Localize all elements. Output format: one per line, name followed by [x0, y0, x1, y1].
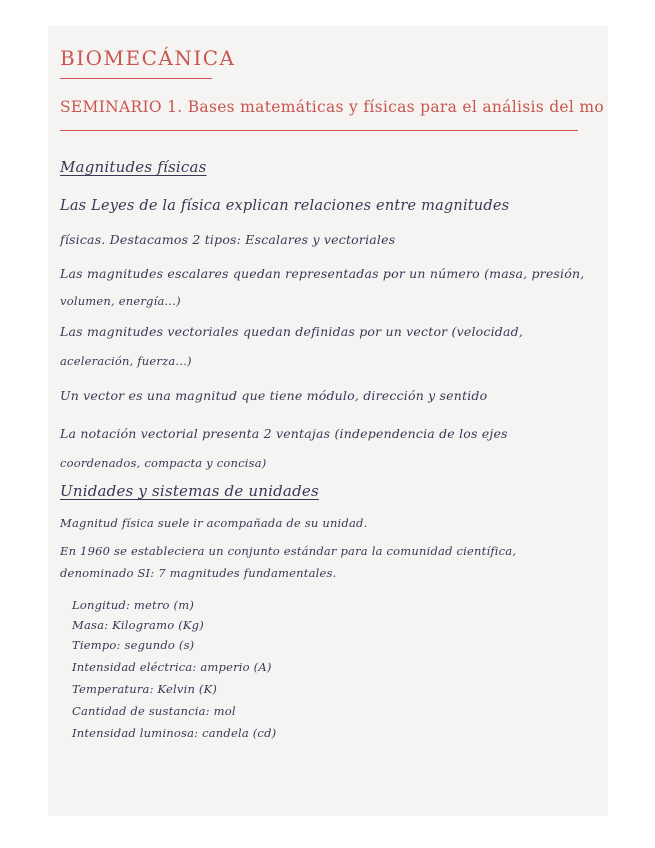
- subtitle-underline: [60, 130, 578, 131]
- paragraph-line: En 1960 se estableciera un conjunto estándar para la comunidad científica,: [60, 544, 517, 558]
- paragraph-line: Un vector es una magnitud que tiene módulo, dirección y sentido: [60, 388, 488, 403]
- unit-list-item: Tiempo: segundo (s): [72, 638, 195, 652]
- unit-list-item: Intensidad eléctrica: amperio (A): [72, 660, 272, 674]
- unit-list-item: Cantidad de sustancia: mol: [72, 704, 236, 718]
- paragraph-line: Las magnitudes escalares quedan representadas por un número (masa, presión,: [60, 266, 585, 281]
- paragraph-line: físicas. Destacamos 2 tipos: Escalares y vectoriales: [60, 232, 396, 247]
- seminar-subtitle: SEMINARIO 1. Bases matemáticas y físicas para el análisis del mo: [60, 98, 605, 116]
- unit-list-item: Temperatura: Kelvin (K): [72, 682, 218, 696]
- unit-list-item: Masa: Kilogramo (Kg): [72, 618, 204, 632]
- paragraph-line: Las Leyes de la física explican relaciones entre magnitudes: [60, 198, 510, 214]
- notebook-page: [48, 26, 608, 816]
- paragraph-line: volumen, energía...): [60, 294, 181, 308]
- paragraph-line: aceleración, fuerza...): [60, 354, 192, 368]
- section-heading-unidades: Unidades y sistemas de unidades: [60, 482, 319, 500]
- section-heading-magnitudes: Magnitudes físicas: [60, 158, 207, 176]
- paragraph-line: denominado SI: 7 magnitudes fundamentales.: [60, 566, 337, 580]
- paragraph-line: coordenados, compacta y concisa): [60, 456, 267, 470]
- unit-list-item: Intensidad luminosa: candela (cd): [72, 726, 277, 740]
- title-underline: [60, 78, 212, 79]
- unit-list-item: Longitud: metro (m): [72, 598, 195, 612]
- page-title: BIOMECÁNICA: [60, 46, 236, 70]
- paragraph-line: Magnitud física suele ir acompañada de su unidad.: [60, 516, 368, 530]
- paragraph-line: La notación vectorial presenta 2 ventajas (independencia de los ejes: [60, 426, 508, 441]
- paragraph-line: Las magnitudes vectoriales quedan definidas por un vector (velocidad,: [60, 324, 524, 339]
